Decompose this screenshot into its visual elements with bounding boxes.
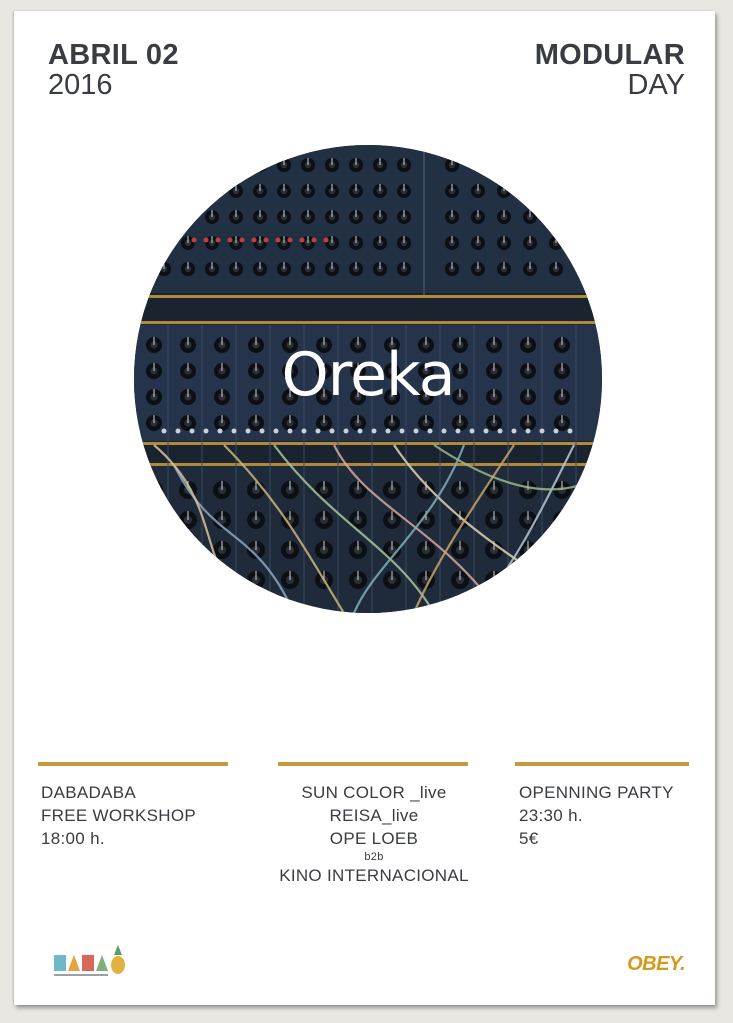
workshop-title: FREE WORKSHOP — [41, 806, 197, 825]
event-date: ABRIL 02 — [48, 39, 179, 71]
center-divider — [278, 762, 468, 766]
artist-name: Oreka — [281, 340, 455, 410]
workshop-time: 18:00 h. — [41, 829, 105, 848]
dabadaba-logo — [52, 941, 128, 981]
lineup-act: OPE LOEB — [329, 829, 419, 848]
poster — [14, 11, 715, 1005]
workshop-info — [41, 781, 196, 850]
event-title: MODULAR — [534, 39, 685, 71]
lineup-act: SUN COLOR _live — [301, 783, 447, 802]
event-year: 2016 — [48, 69, 113, 101]
party-info — [519, 781, 674, 850]
synthesizer-image — [134, 145, 602, 613]
party-time: 23:30 h. — [519, 806, 583, 825]
party-price: 5€ — [519, 829, 539, 848]
party-title: OPENNING PARTY — [519, 783, 674, 802]
workshop-host: DABADABA — [41, 783, 136, 802]
event-subtitle: DAY — [627, 69, 685, 101]
left-divider — [38, 762, 228, 766]
right-divider — [515, 762, 689, 766]
lineup-connector: b2b — [364, 851, 384, 863]
lineup-act: REISA_live — [329, 806, 419, 825]
obey-logo: OBEY. — [627, 953, 685, 975]
lineup — [244, 781, 504, 887]
lineup-act: KINO INTERNACIONAL — [279, 866, 469, 885]
